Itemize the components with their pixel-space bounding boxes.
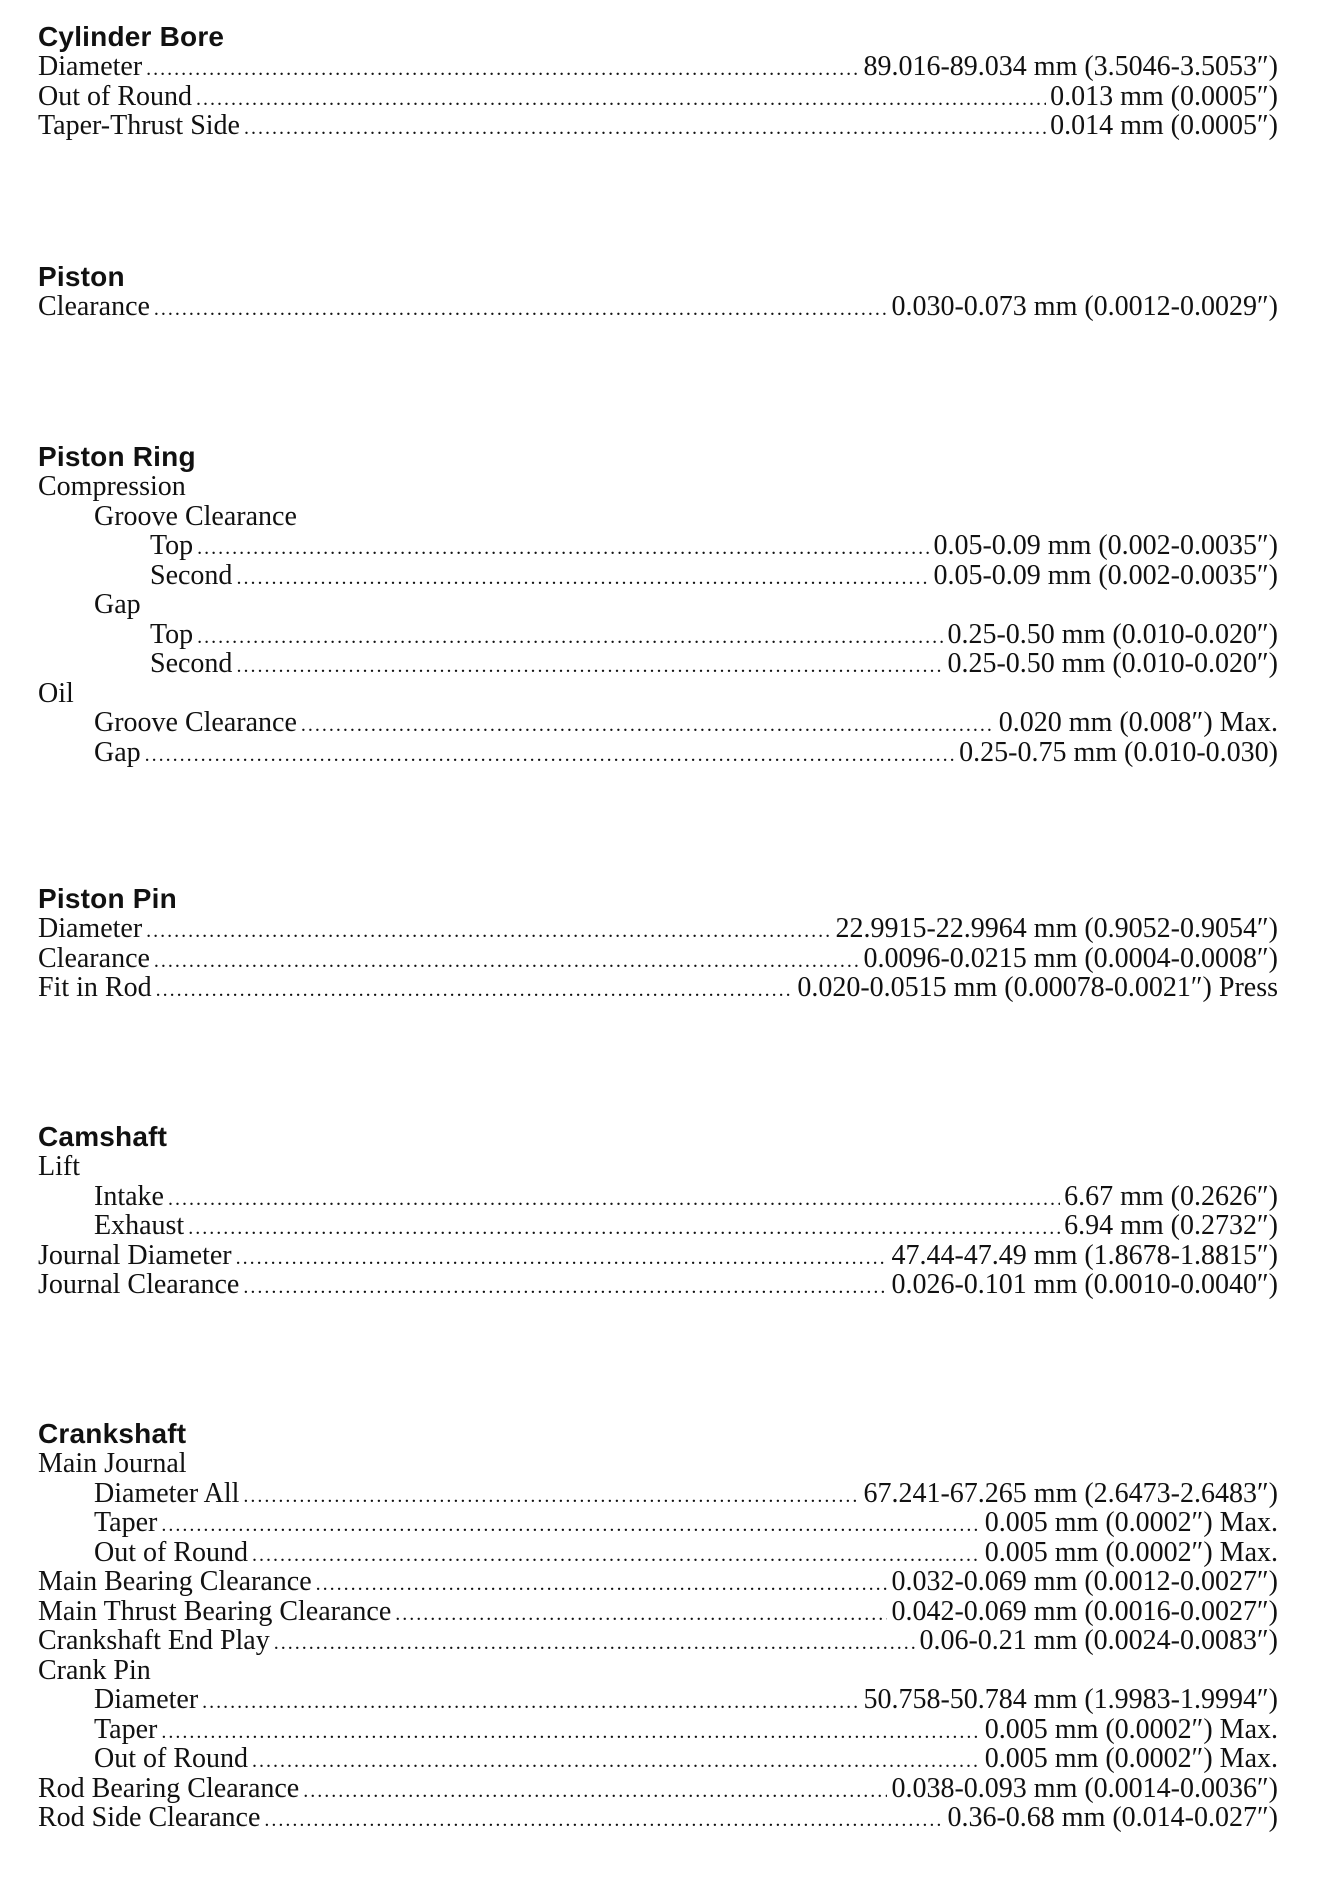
leader-dots: [395, 1600, 887, 1630]
leader-dots: [252, 1747, 981, 1777]
spec-value: 0.06-0.21 mm (0.0024-0.0083″): [919, 1625, 1278, 1656]
leader-dots: [146, 55, 859, 85]
spec-label: Fit in Rod: [38, 972, 152, 1003]
spec-label: Second: [150, 559, 233, 591]
spec-value: 89.016-89.034 mm (3.5046-3.5053″): [863, 51, 1278, 82]
spec-label: Main Bearing Clearance: [38, 1566, 312, 1597]
spec-row: [38, 1597, 1278, 1627]
spec-value: 0.026-0.101 mm (0.0010-0.0040″): [891, 1269, 1278, 1300]
spec-value: 0.030-0.073 mm (0.0012-0.0029″): [891, 291, 1278, 322]
leader-dots: [243, 1482, 859, 1512]
spec-value: 0.005 mm (0.0002″) Max.: [984, 1713, 1278, 1745]
spec-value: 0.005 mm (0.0002″) Max.: [984, 1507, 1278, 1538]
spec-value: 0.25-0.50 mm (0.010-0.020″): [947, 648, 1278, 679]
leader-dots: [236, 1244, 888, 1274]
spec-row: [38, 1182, 1278, 1212]
leader-dots: [243, 1273, 887, 1303]
spec-value: 0.014 mm (0.0005″): [1050, 110, 1278, 141]
section-cylinder-bore: [38, 22, 1278, 141]
spec-row: [38, 292, 1278, 322]
leader-dots: [236, 564, 929, 594]
section-title: Crankshaft: [38, 1418, 187, 1449]
spec-label: Gap: [94, 736, 141, 768]
subgroup-label: Gap: [94, 589, 141, 620]
leader-dots: [168, 1185, 1060, 1215]
leader-dots: [236, 652, 943, 682]
group-label: Main Journal: [38, 1448, 187, 1479]
spec-row: [38, 561, 1278, 591]
spec-row: [38, 708, 1278, 738]
spec-row: [38, 1744, 1278, 1774]
spec-row: [38, 1538, 1278, 1568]
spec-row: [38, 1774, 1278, 1804]
spec-value: 0.020-0.0515 mm (0.00078-0.0021″) Press: [797, 972, 1278, 1003]
spec-label: Main Thrust Bearing Clearance: [38, 1595, 392, 1627]
section-title: Camshaft: [38, 1121, 168, 1152]
group-label: Oil: [38, 677, 74, 709]
spec-row: [38, 1270, 1278, 1300]
spec-label: Top: [150, 530, 194, 561]
spec-row: [38, 531, 1278, 561]
spec-row: [38, 649, 1278, 679]
section-camshaft: [38, 1122, 1278, 1300]
spec-value: 0.013 mm (0.0005″): [1050, 80, 1278, 112]
spec-row: [38, 52, 1278, 82]
spec-label: Exhaust: [94, 1210, 185, 1241]
spec-label: Taper: [94, 1713, 158, 1745]
spec-label: Taper: [94, 1507, 158, 1538]
spec-value: 50.758-50.784 mm (1.9983-1.9994″): [863, 1684, 1278, 1715]
spec-label: Out of Round: [94, 1743, 248, 1774]
spec-value: 0.25-0.75 mm (0.010-0.030): [959, 736, 1278, 768]
section-title: Piston Ring: [38, 441, 196, 472]
spec-label: Diameter: [38, 913, 143, 944]
spec-label: Diameter All: [94, 1477, 240, 1509]
section-crankshaft: [38, 1419, 1278, 1833]
spec-label: Rod Bearing Clearance: [38, 1772, 300, 1804]
group-label: Lift: [38, 1151, 80, 1182]
spec-value: 0.36-0.68 mm (0.014-0.027″): [947, 1802, 1278, 1833]
spec-row: [38, 1715, 1278, 1745]
spec-row: [38, 1803, 1278, 1833]
section-piston-pin: [38, 884, 1278, 1003]
spec-row: [38, 1626, 1278, 1656]
group-label: Crank Pin: [38, 1654, 151, 1686]
spec-value: 6.94 mm (0.2732″): [1064, 1210, 1278, 1241]
subgroup-label: Groove Clearance: [94, 500, 297, 532]
spec-row: [38, 738, 1278, 768]
spec-value: 0.020 mm (0.008″) Max.: [998, 707, 1278, 738]
spec-label: Second: [150, 648, 233, 679]
leader-dots: [274, 1629, 916, 1659]
leader-dots: [145, 741, 955, 771]
spec-row: [38, 1685, 1278, 1715]
spec-value: 67.241-67.265 mm (2.6473-2.6483″): [863, 1477, 1278, 1509]
spec-value: 0.005 mm (0.0002″) Max.: [984, 1743, 1278, 1774]
spec-value: 6.67 mm (0.2626″): [1064, 1180, 1278, 1212]
spec-value: 0.042-0.069 mm (0.0016-0.0027″): [891, 1595, 1278, 1627]
spec-label: Out of Round: [38, 80, 192, 112]
spec-row: [38, 944, 1278, 974]
spec-row: [38, 111, 1278, 141]
spec-row: [38, 620, 1278, 650]
spec-value: 0.25-0.50 mm (0.010-0.020″): [947, 618, 1278, 650]
spec-row: [38, 1241, 1278, 1271]
spec-label: Groove Clearance: [94, 707, 297, 738]
spec-value: 0.0096-0.0215 mm (0.0004-0.0008″): [863, 942, 1278, 974]
spec-label: Out of Round: [94, 1536, 248, 1568]
section-piston-ring: [38, 442, 1278, 767]
spec-row: [38, 973, 1278, 1003]
spec-row: [38, 1508, 1278, 1538]
spec-value: 0.032-0.069 mm (0.0012-0.0027″): [891, 1566, 1278, 1597]
spec-label: Journal Diameter: [38, 1239, 232, 1271]
section-piston: [38, 262, 1278, 322]
leader-dots: [197, 623, 943, 653]
spec-value: 47.44-47.49 mm (1.8678-1.8815″): [891, 1239, 1278, 1271]
leader-dots: [154, 295, 888, 325]
spec-label: Diameter: [38, 51, 143, 82]
spec-label: Clearance: [38, 291, 150, 322]
leader-dots: [316, 1570, 888, 1600]
spec-value: 0.038-0.093 mm (0.0014-0.0036″): [891, 1772, 1278, 1804]
leader-dots: [161, 1511, 980, 1541]
spec-row: [38, 82, 1278, 112]
spec-value: 0.05-0.09 mm (0.002-0.0035″): [933, 559, 1278, 591]
spec-label: Taper-Thrust Side: [38, 110, 240, 141]
leader-dots: [301, 711, 995, 741]
spec-row: [38, 914, 1278, 944]
spec-value: 22.9915-22.9964 mm (0.9052-0.9054″): [835, 913, 1278, 944]
spec-label: Crankshaft End Play: [38, 1625, 270, 1656]
leader-dots: [264, 1806, 943, 1836]
leader-dots: [202, 1688, 859, 1718]
group-label: Compression: [38, 471, 186, 502]
section-title: Cylinder Bore: [38, 21, 225, 52]
spec-row: [38, 1479, 1278, 1509]
spec-row: [38, 1211, 1278, 1241]
spec-value: 0.005 mm (0.0002″) Max.: [984, 1536, 1278, 1568]
section-title: Piston Pin: [38, 883, 177, 914]
spec-label: Top: [150, 618, 194, 650]
spec-label: Rod Side Clearance: [38, 1802, 261, 1833]
leader-dots: [244, 114, 1046, 144]
spec-value: 0.05-0.09 mm (0.002-0.0035″): [933, 530, 1278, 561]
spec-label: Journal Clearance: [38, 1269, 240, 1300]
leader-dots: [146, 917, 831, 947]
spec-row: [38, 1567, 1278, 1597]
spec-label: Clearance: [38, 942, 150, 974]
leader-dots: [154, 947, 860, 977]
leader-dots: [196, 85, 1046, 115]
section-title: Piston: [38, 261, 125, 292]
spec-label: Intake: [94, 1180, 164, 1212]
leader-dots: [303, 1777, 887, 1807]
leader-dots: [161, 1718, 980, 1748]
spec-label: Diameter: [94, 1684, 199, 1715]
leader-dots: [197, 534, 929, 564]
leader-dots: [252, 1541, 981, 1571]
leader-dots: [156, 976, 794, 1006]
